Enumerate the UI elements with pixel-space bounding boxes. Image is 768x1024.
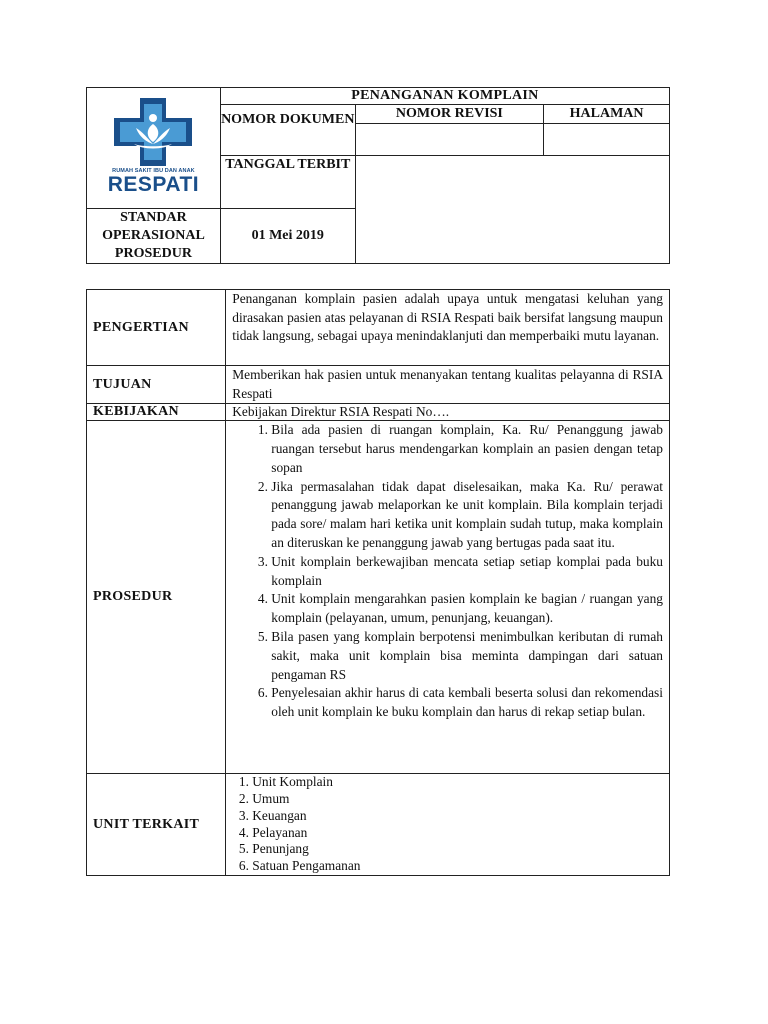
prosedur-step: 1. Bila ada pasien di ruangan komplain, Ka. Ru/ Penanggung jawab ruangan tersebut harus mendengarkan komplain an pasien dengan tetap sopan bbox=[271, 421, 663, 477]
prosedur-step: 2. Jika permasalahan tidak dapat diselesaikan, maka Ka. Ru/ perawat penanggung jawab melaporkan ke unit komplain. Bila komplain terjadi pada sore/ malam hari ketika unit komplain sudah tutup, maka komplain an diteruskan ke penanggung jawab yang bertugas pada saat itu. bbox=[271, 478, 663, 553]
document-title: PENANGANAN KOMPLAIN bbox=[220, 88, 669, 105]
kebijakan-label: KEBIJAKAN bbox=[87, 404, 226, 421]
tujuan-label: TUJUAN bbox=[87, 366, 226, 404]
sop-content-table bbox=[86, 289, 670, 876]
document-header-table bbox=[86, 87, 670, 264]
unit-terkait-item: 3. Keuangan bbox=[252, 808, 663, 825]
pengertian-label: PENGERTIAN bbox=[87, 290, 226, 366]
kebijakan-text: Kebijakan Direktur RSIA Respati No…. bbox=[226, 404, 670, 421]
halaman-value bbox=[544, 124, 669, 155]
halaman-cell bbox=[544, 105, 670, 156]
nomor-revisi-value bbox=[356, 124, 544, 155]
nomor-revisi-cell bbox=[355, 105, 544, 156]
prosedur-label: PROSEDUR bbox=[87, 421, 226, 774]
tujuan-text: Memberikan hak pasien untuk menanyakan tentang kualitas pelayanna di RSIA Respati bbox=[226, 366, 670, 404]
unit-terkait-list bbox=[226, 774, 663, 875]
hospital-cross-logo-icon bbox=[114, 98, 192, 166]
prosedur-step: 6. Penyelesaian akhir harus di cata kembali beserta solusi dan rekomendasi oleh unit komplain ke buku komplain dan harus di rekap setiap bulan. bbox=[271, 684, 663, 722]
respati-logo bbox=[107, 98, 199, 198]
logo-subtitle: RUMAH SAKIT IBU DAN ANAK bbox=[112, 168, 195, 174]
prosedur-step: 3. Unit komplain berkewajiban mencata setiap setiap komplai pada buku komplain bbox=[271, 553, 663, 591]
unit-terkait-cell bbox=[226, 774, 670, 876]
unit-terkait-item: 2. Umum bbox=[252, 791, 663, 808]
unit-terkait-item: 4. Pelayanan bbox=[252, 825, 663, 842]
tanggal-terbit-blank bbox=[355, 156, 669, 264]
unit-terkait-item: 6. Satuan Pengamanan bbox=[252, 858, 663, 875]
logo-brand: RESPATI bbox=[107, 173, 200, 196]
unit-terkait-label: UNIT TERKAIT bbox=[87, 774, 226, 876]
nomor-dokumen-label: NOMOR DOKUMEN bbox=[220, 105, 355, 156]
halaman-label: HALAMAN bbox=[544, 105, 669, 124]
prosedur-step: 5. Bila pasen yang komplain berpotensi menimbulkan keributan di rumah sakit, maka unit komplain bisa meminta dampingan dari satuan pengaman RS bbox=[271, 628, 663, 684]
tanggal-terbit-label: TANGGAL TERBIT bbox=[220, 156, 355, 209]
unit-terkait-item: 1. Unit Komplain bbox=[252, 774, 663, 791]
sop-label: STANDAR OPERASIONAL PROSEDUR bbox=[87, 209, 221, 264]
nomor-revisi-label: NOMOR REVISI bbox=[356, 105, 544, 124]
logo-cell bbox=[87, 88, 221, 209]
prosedur-step: 4. Unit komplain mengarahkan pasien komplain ke bagian / ruangan yang komplain (pelayanan, umum, penunjang, keuangan). bbox=[271, 590, 663, 628]
tanggal-terbit-value: 01 Mei 2019 bbox=[220, 209, 355, 264]
unit-terkait-item: 5. Penunjang bbox=[252, 841, 663, 858]
prosedur-cell bbox=[226, 421, 670, 774]
pengertian-text: Penanganan komplain pasien adalah upaya untuk mengatasi keluhan yang dirasakan pasien atas pelayanan di RSIA Respati baik bersifat langsung maupun tidak langsung, sebagai upaya menindaklanjuti dan memperbaiki mutu layanan. bbox=[226, 290, 670, 366]
prosedur-steps bbox=[226, 421, 663, 722]
